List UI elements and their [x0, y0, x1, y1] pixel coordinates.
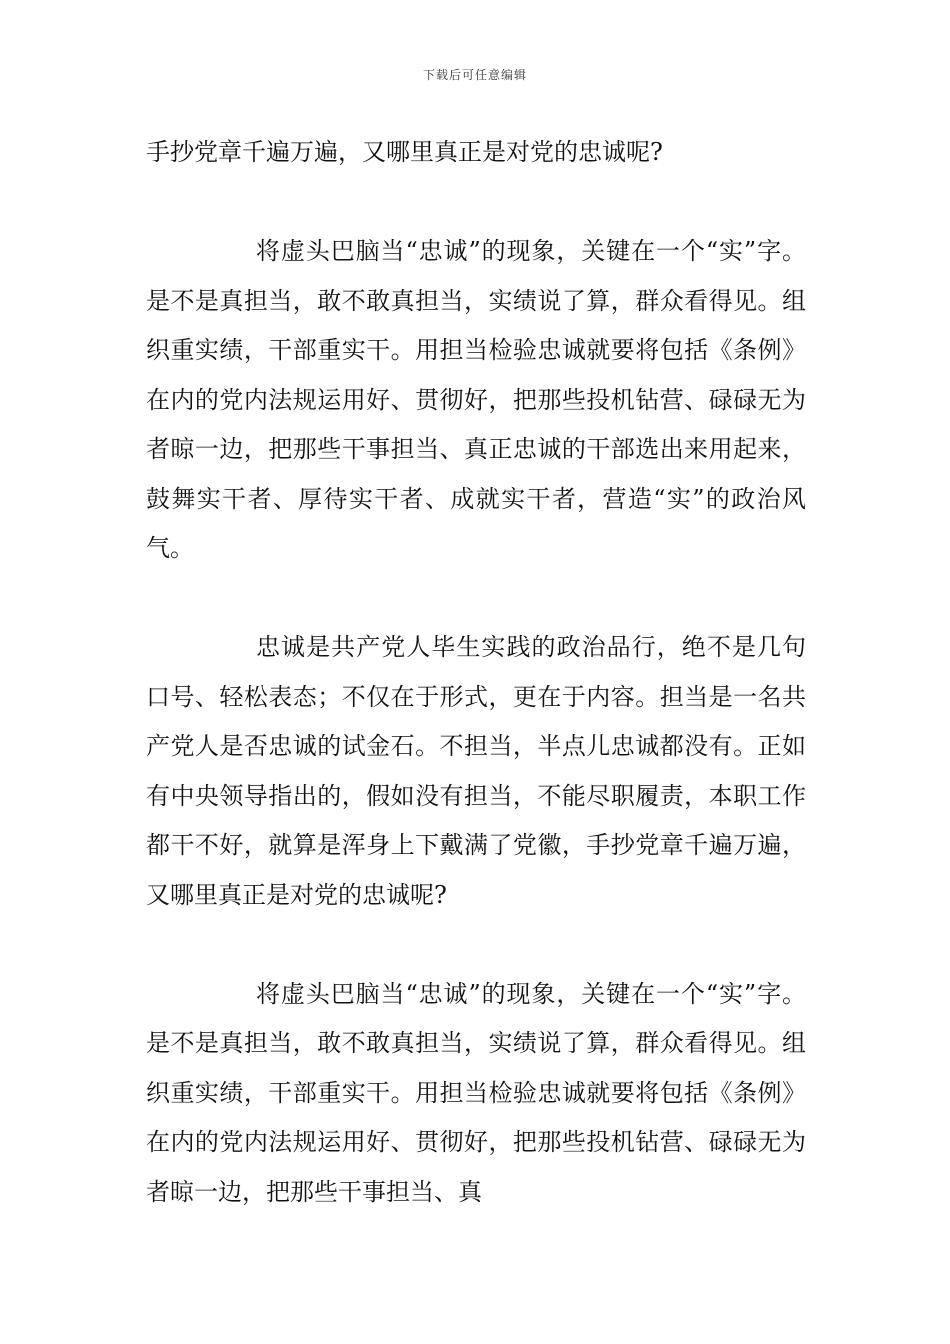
paragraph-gap [146, 178, 806, 228]
paragraph-gap [146, 920, 806, 970]
page-header-note: 下载后可任意编辑 [422, 68, 527, 82]
paragraph-gap [146, 574, 806, 624]
paragraph-2: 将虚头巴脑当“忠诚”的现象，关键在一个“实”字。是不是真担当，敢不敢真担当，实绩说了算，群众看得见。组织重实绩，干部重实干。用担当检验忠诚就要将包括《条例》在内的党内法规运用好、贯彻好，把那些投机钻营、碌碌无为者晾一边，把那些干事担当、真正忠诚的干部选出来用起来，鼓舞实干者、厚待实干者、成就实干者，营造“实”的政治风气。 [146, 237, 806, 562]
paragraph-1: 手抄党章千遍万遍，又哪里真正是对党的忠诚呢? [146, 138, 663, 166]
paragraph-4: 将虚头巴脑当“忠诚”的现象，关键在一个“实”字。是不是真担当，敢不敢真担当，实绩说了算，群众看得见。组织重实绩，干部重实干。用担当检验忠诚就要将包括《条例》在内的党内法规运用好、贯彻好，把那些投机钻营、碌碌无为者晾一边，把那些干事担当、真 [146, 979, 806, 1206]
document-body [146, 128, 806, 1217]
paragraph-3: 忠诚是共产党人毕生实践的政治品行，绝不是几句口号、轻松表态；不仅在于形式，更在于内容。担当是一名共产党人是否忠诚的试金石。不担当，半点儿忠诚都没有。正如有中央领导指出的，假如没有担当，不能尽职履责，本职工作都干不好，就算是浑身上下戴满了党徽，手抄党章千遍万遍，又哪里真正是对党的忠诚呢? [146, 633, 806, 909]
